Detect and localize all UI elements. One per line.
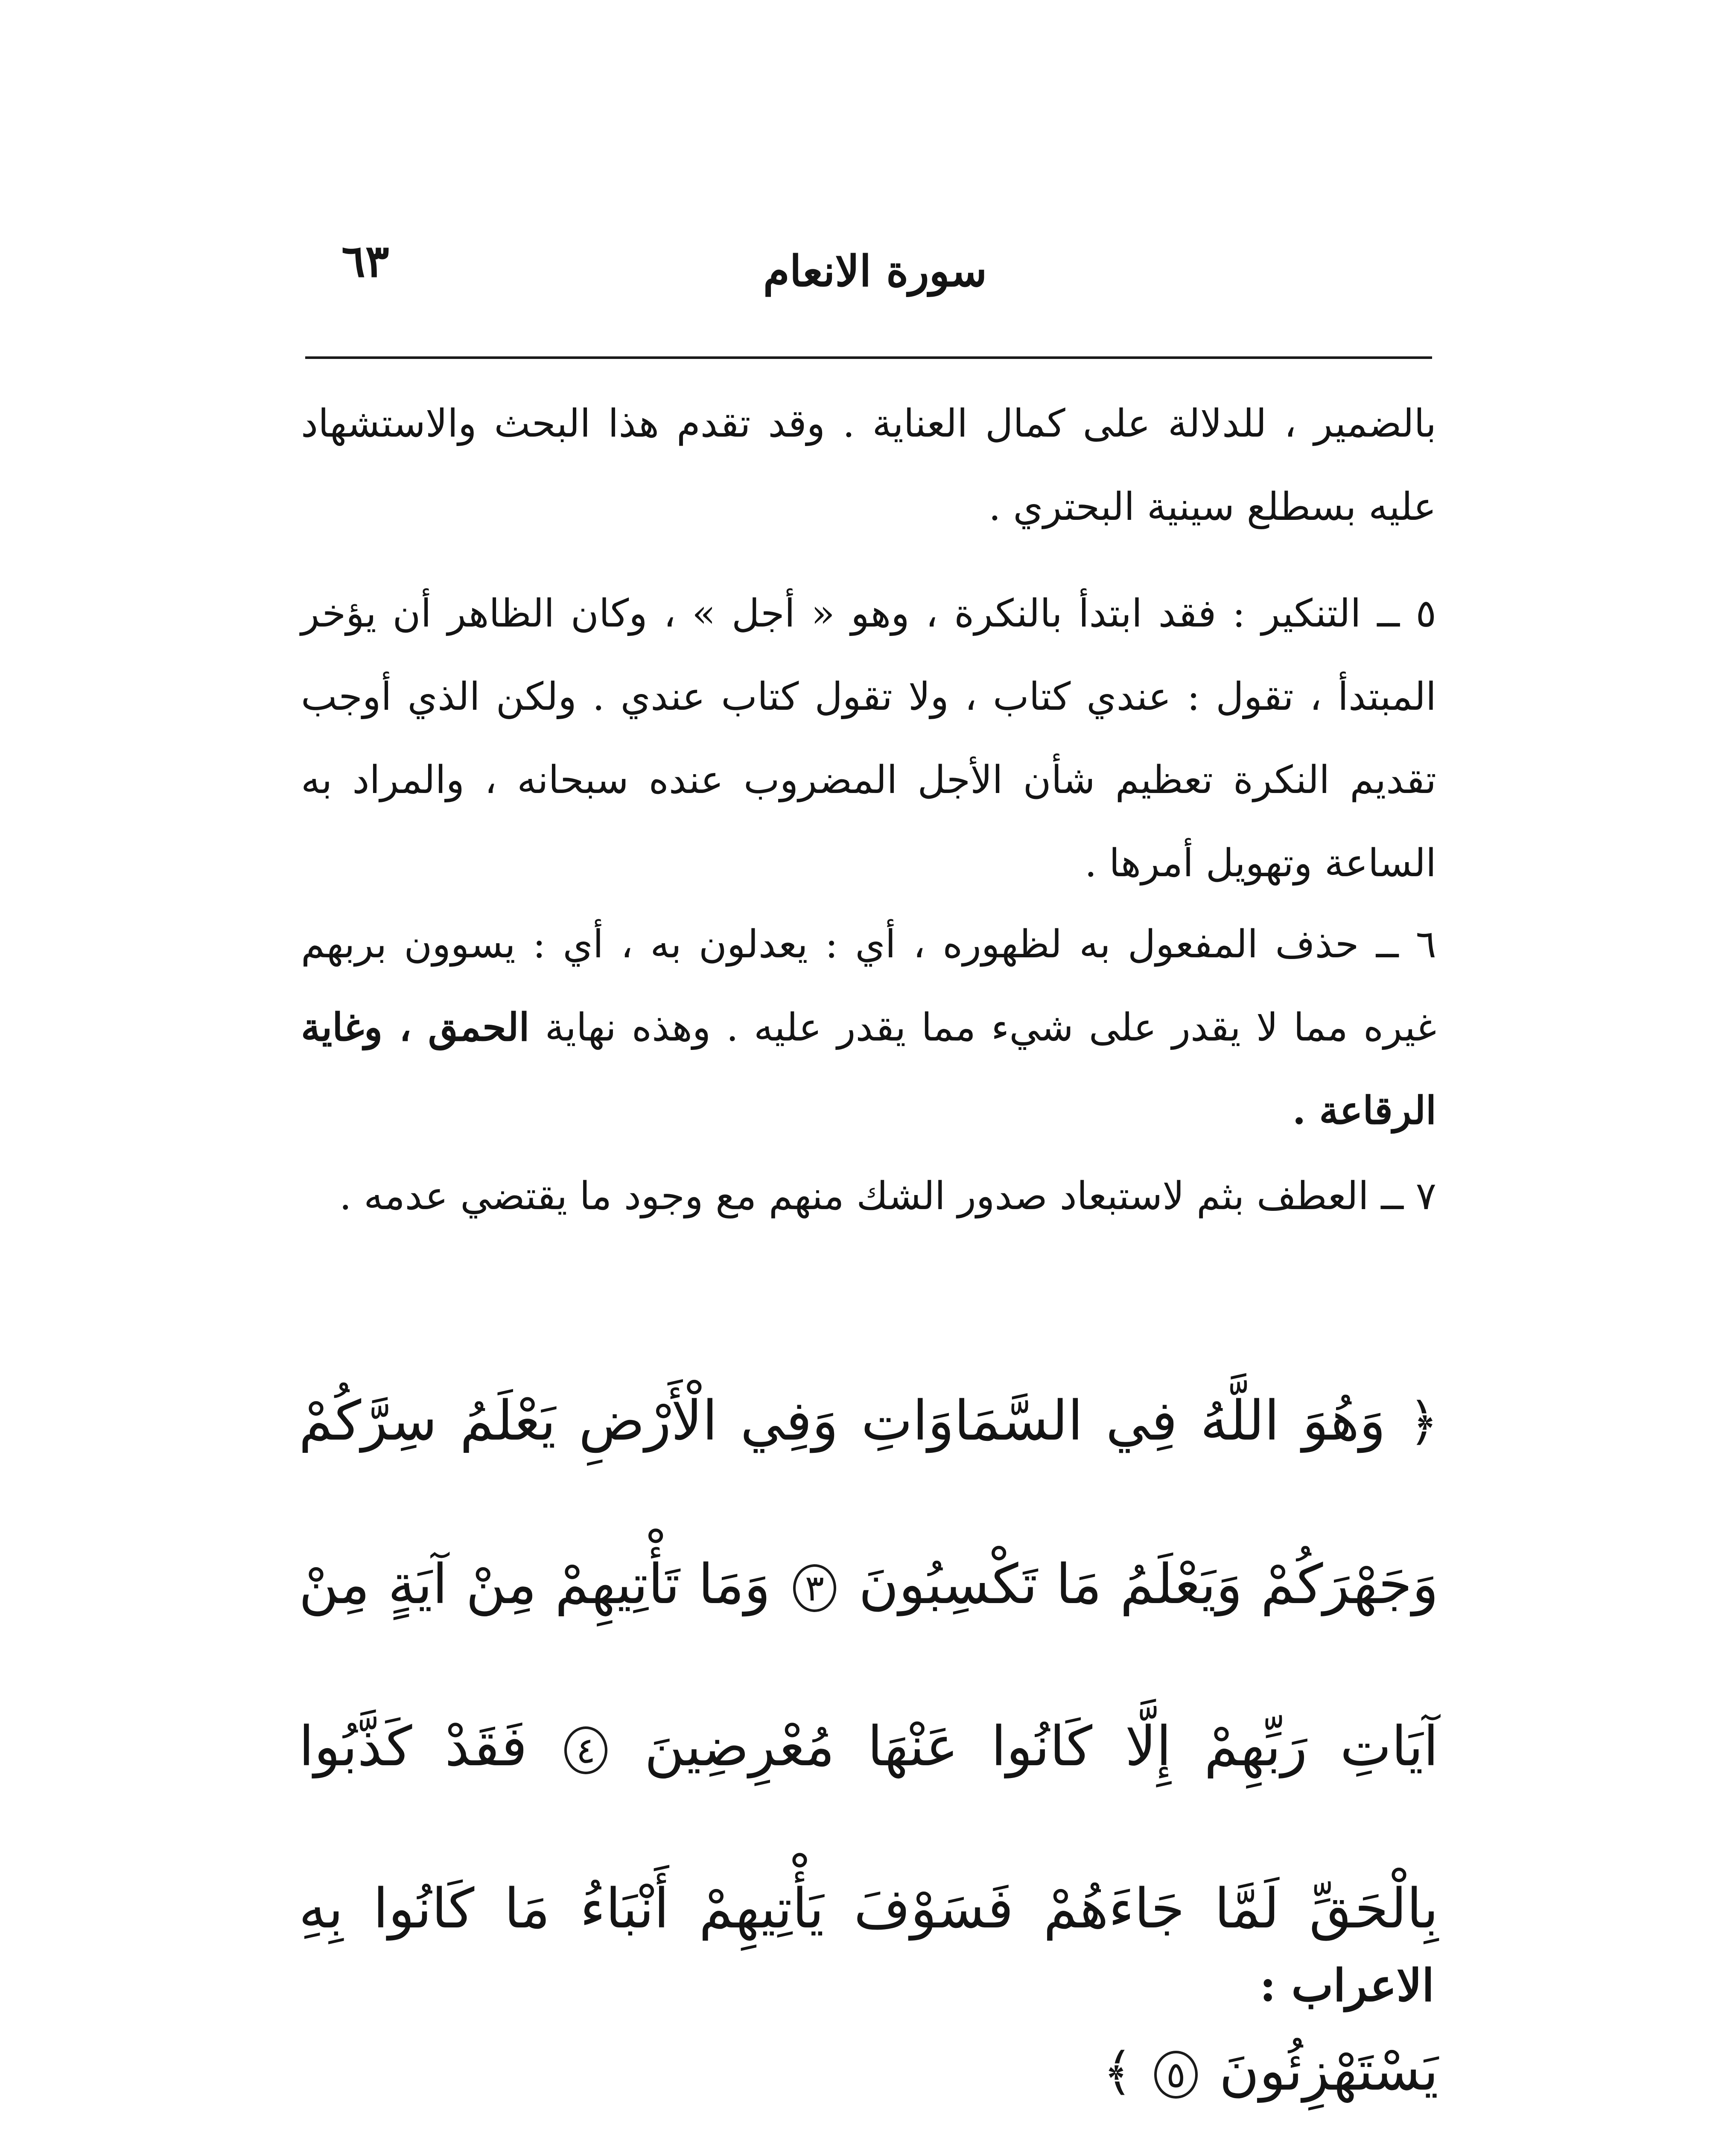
irab-section-heading: الاعراب : [1259, 1959, 1434, 2012]
paragraph-point-6 [301, 903, 1436, 1152]
point-6-text: ٦ ــ حذف المفعول به لظهوره ، أي : يعدلون به ، أي : يسوون بربهم غيره مما لا يقدر على شيء مما يقدر عليه . وهذه نهاية [301, 922, 1437, 1050]
verse-segment-2: وَمَا تَأْتِيهِمْ مِنْ آيَةٍ مِنْ آيَاتِ رَبِّهِمْ إِلَّا كَانُوا عَنْهَا مُعْرِضِينَ [299, 1553, 1438, 1778]
verse-segment-1: وَهُوَ اللَّهُ فِي السَّمَاوَاتِ وَفِي الْأَرْضِ يَعْلَمُ سِرَّكُمْ وَجَهْرَكُمْ وَيَعْلَمُ مَا تَكْسِبُونَ [299, 1389, 1439, 1616]
point-6-bold-text: الحمق ، وغاية الرقاعة . [301, 1005, 1436, 1133]
verse-close-bracket: ﴾ [1103, 2043, 1133, 2102]
ayah-number-marker: ٣ [793, 1564, 836, 1612]
paragraph-intro: بالضمير ، للدلالة على كمال العناية . وقد تقدم هذا البحث والاستشهاد عليه بسطلع سينية البحتري . [301, 401, 1436, 529]
running-title: سورة الانعام [763, 246, 987, 296]
header-rule [305, 356, 1432, 359]
ayah-number-marker: ٥ [1154, 2051, 1197, 2099]
verse-open-bracket: ﴿ [1408, 1393, 1439, 1452]
ayah-number-marker: ٤ [564, 1726, 607, 1774]
page-number: ٦٣ [341, 235, 389, 287]
quran-verse-block [299, 1340, 1438, 2134]
verse-segment-3: فَقَدْ كَذَّبُوا بِالْحَقِّ لَمَّا جَاءَهُمْ فَسَوْفَ يَأْتِيهِمْ أَنْبَاءُ مَا كَانُوا بِهِ يَسْتَهْزِئُونَ [299, 1715, 1438, 2103]
paragraph-point-5: ٥ ــ التنكير : فقد ابتدأ بالنكرة ، وهو « أجل » ، وكان الظاهر أن يؤخر المبتدأ ، تقول : عندي كتاب ، ولا تقول كتاب عندي . ولكن الذي أوجب تقديم النكرة تعظيم شأن الأجل المضروب عنده سبحانه ، والمراد به الساعة وتهويل أمرها . [301, 591, 1436, 886]
paragraph-point-7: ٧ ــ العطف بثم لاستبعاد صدور الشك منهم مع وجود ما يقتضي عدمه . [339, 1174, 1436, 1219]
